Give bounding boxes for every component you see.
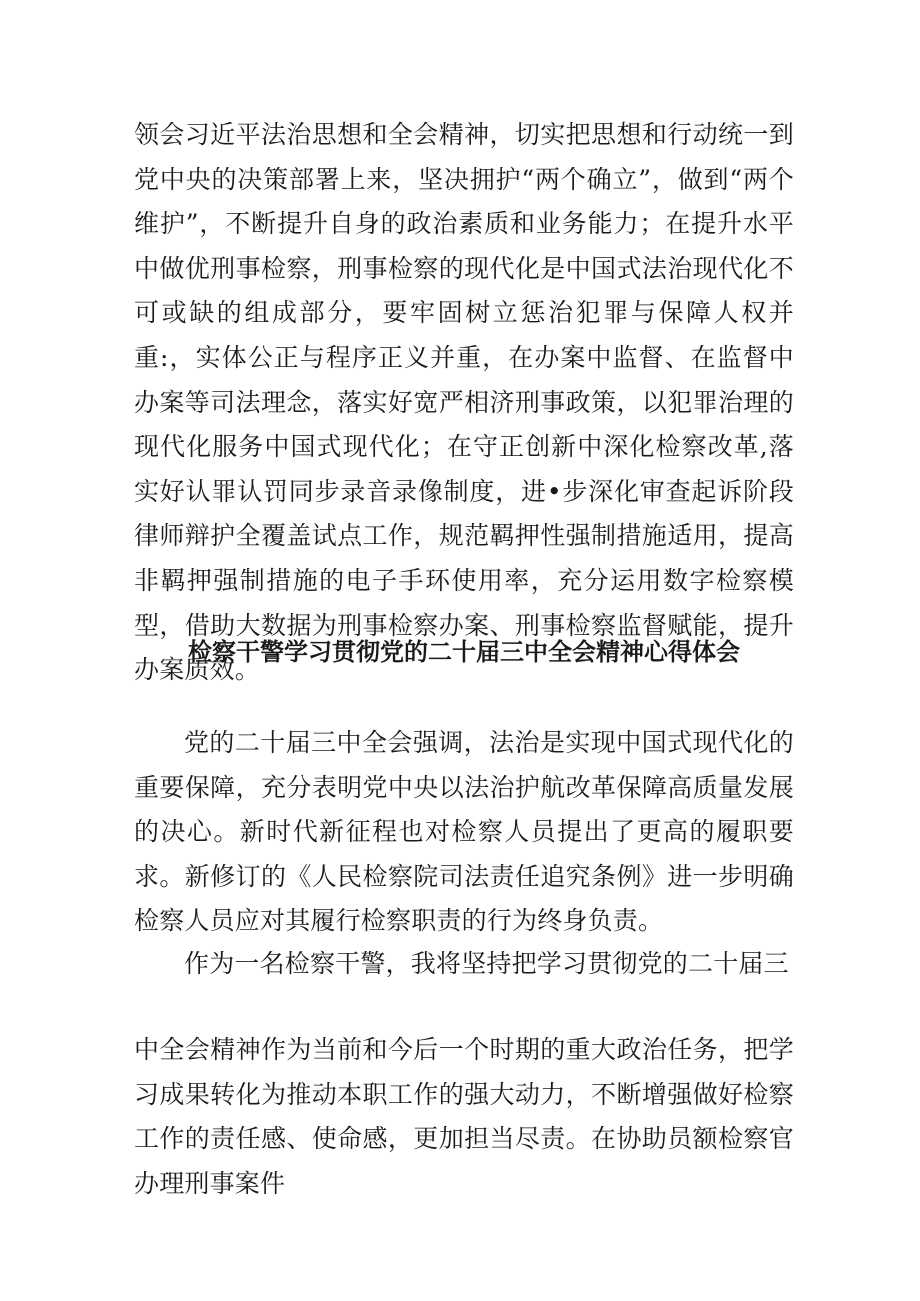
body-paragraph-1: 领会习近平法治思想和全会精神，切实把思想和行动统一到党中央的决策部署上来，坚决拥护“两个确立”，做到“两个维护”，不断提升自身的政治素质和业务能力；在提升水平中做优刑事检察，刑事检察的现代化是中国式法治现代化不可或缺的组成部分，要牢固树立惩治犯罪与保障人权并重:，实体公正与程序正义并重，在办案中监督、在监督中办案等司法理念，落实好宽严相济刑事政策，以犯罪治理的现代化服务中国式现代化；在守正创新中深化检察改革,落实好认罪认罚同步录音录像制度，进•步深化审查起诉阶段律师辩护全覆盖试点工作，规范羁押性强制措施适用，提高非羁押强制措施的电子手环使用率，充分运用数字检察模型，借助大数据为刑事检察办案、刑事检察监督赋能，提升办案质效。 — [134, 120, 794, 685]
body-paragraph-3: 作为一名检察干警，我将坚持把学习贯彻党的二十届三 — [184, 949, 789, 978]
section-heading: 检察干警学习贯彻党的二十届三中全会精神心得体会 — [188, 638, 740, 666]
body-paragraph-2: 党的二十届三中全会强调，法治是实现中国式现代化的重要保障，充分表明党中央以法治护航改革保障高质量发展的决心。新时代新征程也对检察人员提出了更高的履职要求。新修订的《人民检察院司法责任追究条例》进一步明确检察人员应对其履行检察职责的行为终身负责。 — [134, 728, 794, 936]
body-paragraph-4: 中全会精神作为当前和今后一个时期的重大政治任务，把学习成果转化为推动本职工作的强大动力，不断增强做好检察工作的责任感、使命感，更加担当尽责。在协助员额检察官办理刑事案件 — [134, 1035, 794, 1198]
